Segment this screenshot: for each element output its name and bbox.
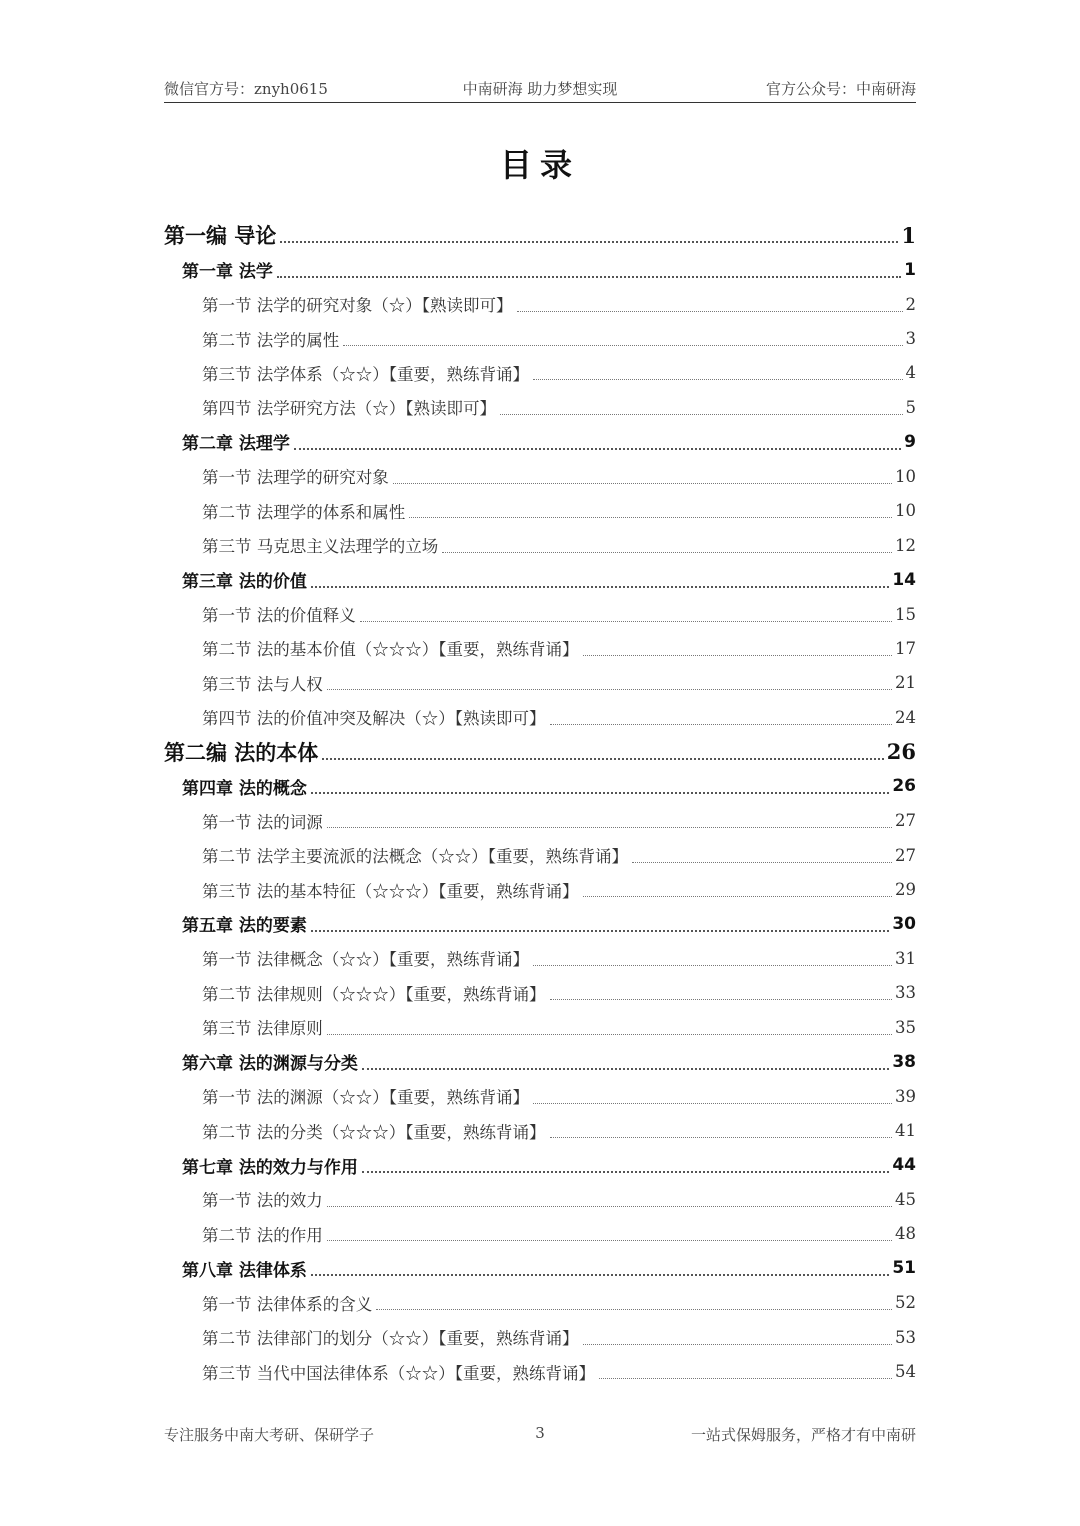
dot-leader [500, 414, 903, 415]
dot-leader [583, 655, 893, 656]
toc-entry-title: 第二节 法律规则（☆☆☆）【重要，熟练背诵】 [202, 984, 546, 1004]
toc-entry-section[interactable] [164, 976, 916, 1010]
dot-leader [550, 1137, 893, 1138]
toc-entry-chapter[interactable] [164, 425, 916, 459]
toc-entry-page: 39 [895, 1086, 916, 1106]
toc-entry-chapter[interactable] [164, 907, 916, 941]
dot-leader [311, 930, 889, 932]
dot-leader [322, 758, 883, 760]
dot-leader [632, 862, 892, 863]
toc-entry-page: 15 [895, 604, 916, 624]
dot-leader [599, 1378, 892, 1379]
toc-entry-title: 第一章 法学 [182, 262, 273, 283]
toc-entry-section[interactable] [164, 666, 916, 700]
toc-entry-page: 2 [905, 294, 916, 314]
toc-entry-title: 第四章 法的概念 [182, 778, 307, 799]
toc-entry-part[interactable] [164, 735, 916, 769]
toc-entry-title: 第三节 法律原则 [202, 1019, 323, 1039]
dot-leader [327, 827, 892, 828]
toc-entry-page: 27 [895, 845, 916, 865]
toc-entry-title: 第四节 法的价值冲突及解决（☆）【熟读即可】 [202, 709, 546, 729]
dot-leader [393, 483, 892, 484]
dot-leader [360, 621, 892, 622]
dot-leader [294, 448, 901, 450]
page-header [164, 78, 916, 103]
toc-entry-title: 第二节 法律部门的划分（☆☆）【重要，熟练背诵】 [202, 1329, 579, 1349]
toc-entry-title: 第二节 法的基本价值（☆☆☆）【重要，熟练背诵】 [202, 640, 579, 660]
toc-entry-title: 第一节 法律概念（☆☆）【重要，熟练背诵】 [202, 950, 529, 970]
header-wechat-id: 微信官方号：znyh0615 [164, 80, 328, 98]
toc-entry-section[interactable] [164, 1217, 916, 1251]
toc-entry-chapter[interactable] [164, 769, 916, 803]
toc-entry-page: 51 [892, 1258, 916, 1279]
toc-entry-page: 52 [895, 1293, 916, 1313]
toc-entry-page: 44 [892, 1155, 916, 1176]
toc-entry-title: 第一节 法律体系的含义 [202, 1294, 373, 1314]
toc-entry-title: 第四节 法学研究方法（☆）【熟读即可】 [202, 399, 496, 419]
toc-entry-page: 48 [895, 1224, 916, 1244]
toc-entry-section[interactable] [164, 803, 916, 837]
toc-entry-page: 12 [895, 535, 916, 555]
table-of-contents [164, 218, 916, 1389]
dot-leader [533, 965, 892, 966]
toc-entry-section[interactable] [164, 494, 916, 528]
toc-entry-page: 21 [895, 673, 916, 693]
toc-entry-page: 1 [901, 222, 916, 248]
toc-entry-title: 第二章 法理学 [182, 434, 290, 455]
toc-entry-section[interactable] [164, 287, 916, 321]
dot-leader [550, 724, 893, 725]
toc-entry-chapter[interactable] [164, 252, 916, 286]
toc-entry-section[interactable] [164, 941, 916, 975]
footer-page-number: 3 [535, 1424, 545, 1442]
footer-left-text: 专注服务中南大考研、保研学子 [164, 1426, 375, 1444]
toc-entry-page: 26 [886, 739, 916, 765]
dot-leader [376, 1309, 892, 1310]
toc-entry-section[interactable] [164, 459, 916, 493]
toc-entry-page: 9 [904, 431, 916, 452]
toc-entry-title: 第三节 马克思主义法理学的立场 [202, 537, 439, 557]
toc-entry-title: 第二节 法的作用 [202, 1225, 323, 1245]
toc-entry-section[interactable] [164, 1182, 916, 1216]
toc-entry-page: 10 [895, 466, 916, 486]
toc-entry-section[interactable] [164, 1354, 916, 1388]
toc-entry-section[interactable] [164, 321, 916, 355]
toc-entry-section[interactable] [164, 356, 916, 390]
toc-entry-section[interactable] [164, 1010, 916, 1044]
toc-entry-title: 第三节 法与人权 [202, 674, 323, 694]
toc-entry-chapter[interactable] [164, 1148, 916, 1182]
page-footer [164, 1424, 916, 1448]
toc-entry-page: 5 [905, 397, 916, 417]
toc-entry-section[interactable] [164, 872, 916, 906]
toc-entry-page: 38 [892, 1051, 916, 1072]
toc-entry-page: 35 [895, 1017, 916, 1037]
toc-entry-section[interactable] [164, 597, 916, 631]
toc-entry-section[interactable] [164, 1079, 916, 1113]
toc-entry-section[interactable] [164, 390, 916, 424]
toc-entry-title: 第二节 法学主要流派的法概念（☆☆）【重要，熟练背诵】 [202, 847, 628, 867]
toc-entry-section[interactable] [164, 1320, 916, 1354]
toc-entry-section[interactable] [164, 631, 916, 665]
toc-entry-section[interactable] [164, 1286, 916, 1320]
toc-entry-title: 第一节 法理学的研究对象 [202, 468, 389, 488]
dot-leader [327, 689, 892, 690]
dot-leader [277, 276, 901, 278]
toc-entry-title: 第七章 法的效力与作用 [182, 1157, 358, 1178]
toc-entry-section[interactable] [164, 528, 916, 562]
header-slogan: 中南研海 助力梦想实现 [462, 80, 618, 98]
toc-entry-title: 第一节 法学的研究对象（☆）【熟读即可】 [202, 296, 513, 316]
dot-leader [583, 1344, 893, 1345]
toc-entry-chapter[interactable] [164, 1251, 916, 1285]
dot-leader [517, 311, 903, 312]
dot-leader [327, 1206, 892, 1207]
dot-leader [327, 1034, 892, 1035]
toc-entry-page: 4 [905, 363, 916, 383]
dot-leader [583, 896, 893, 897]
header-public-account: 官方公众号：中南研海 [765, 80, 916, 98]
toc-entry-page: 26 [892, 776, 916, 797]
toc-entry-page: 53 [895, 1327, 916, 1347]
toc-entry-title: 第一节 法的价值释义 [202, 606, 356, 626]
toc-entry-title: 第二节 法学的属性 [202, 330, 340, 350]
toc-entry-chapter[interactable] [164, 562, 916, 596]
page-title: 目录 [499, 146, 580, 184]
toc-entry-title: 第六章 法的渊源与分类 [182, 1054, 358, 1075]
dot-leader [362, 1068, 889, 1070]
toc-entry-title: 第二编 法的本体 [164, 739, 319, 765]
toc-entry-page: 24 [895, 707, 916, 727]
toc-entry-part[interactable] [164, 218, 916, 252]
dot-leader [533, 1103, 892, 1104]
toc-entry-page: 27 [895, 811, 916, 831]
toc-entry-page: 41 [895, 1121, 916, 1141]
toc-entry-page: 45 [895, 1189, 916, 1209]
dot-leader [442, 552, 892, 553]
footer-right-text: 一站式保姆服务，严格才有中南研 [690, 1426, 916, 1444]
dot-leader [311, 1274, 889, 1276]
toc-entry-page: 30 [892, 913, 916, 934]
toc-entry-page: 29 [895, 880, 916, 900]
dot-leader [311, 586, 889, 588]
toc-entry-title: 第三章 法的价值 [182, 572, 307, 593]
toc-entry-page: 33 [895, 983, 916, 1003]
toc-entry-section[interactable] [164, 700, 916, 734]
toc-entry-section[interactable] [164, 838, 916, 872]
toc-entry-page: 1 [904, 259, 916, 280]
toc-entry-title: 第八章 法律体系 [182, 1260, 307, 1281]
toc-entry-title: 第二节 法的分类（☆☆☆）【重要，熟练背诵】 [202, 1122, 546, 1142]
toc-entry-page: 54 [895, 1362, 916, 1382]
toc-entry-page: 10 [895, 501, 916, 521]
toc-entry-title: 第二节 法理学的体系和属性 [202, 502, 406, 522]
dot-leader [280, 241, 898, 243]
dot-leader [327, 1240, 892, 1241]
toc-entry-page: 3 [905, 329, 916, 349]
toc-entry-title: 第一节 法的渊源（☆☆）【重要，熟练背诵】 [202, 1088, 529, 1108]
dot-leader [550, 999, 893, 1000]
toc-entry-section[interactable] [164, 1113, 916, 1147]
dot-leader [409, 517, 892, 518]
toc-entry-title: 第一节 法的词源 [202, 812, 323, 832]
toc-entry-title: 第一编 导论 [164, 223, 277, 249]
dot-leader [362, 1171, 889, 1173]
toc-entry-title: 第三节 当代中国法律体系（☆☆）【重要，熟练背诵】 [202, 1363, 595, 1383]
toc-entry-title: 第一节 法的效力 [202, 1191, 323, 1211]
toc-entry-title: 第三节 法的基本特征（☆☆☆）【重要，熟练背诵】 [202, 881, 579, 901]
toc-entry-page: 14 [892, 569, 916, 590]
toc-entry-title: 第五章 法的要素 [182, 916, 307, 937]
toc-entry-page: 17 [895, 638, 916, 658]
toc-entry-title: 第三节 法学体系（☆☆）【重要，熟练背诵】 [202, 364, 529, 384]
dot-leader [533, 379, 903, 380]
toc-entry-page: 31 [895, 948, 916, 968]
dot-leader [311, 792, 889, 794]
dot-leader [343, 345, 902, 346]
toc-entry-chapter[interactable] [164, 1045, 916, 1079]
